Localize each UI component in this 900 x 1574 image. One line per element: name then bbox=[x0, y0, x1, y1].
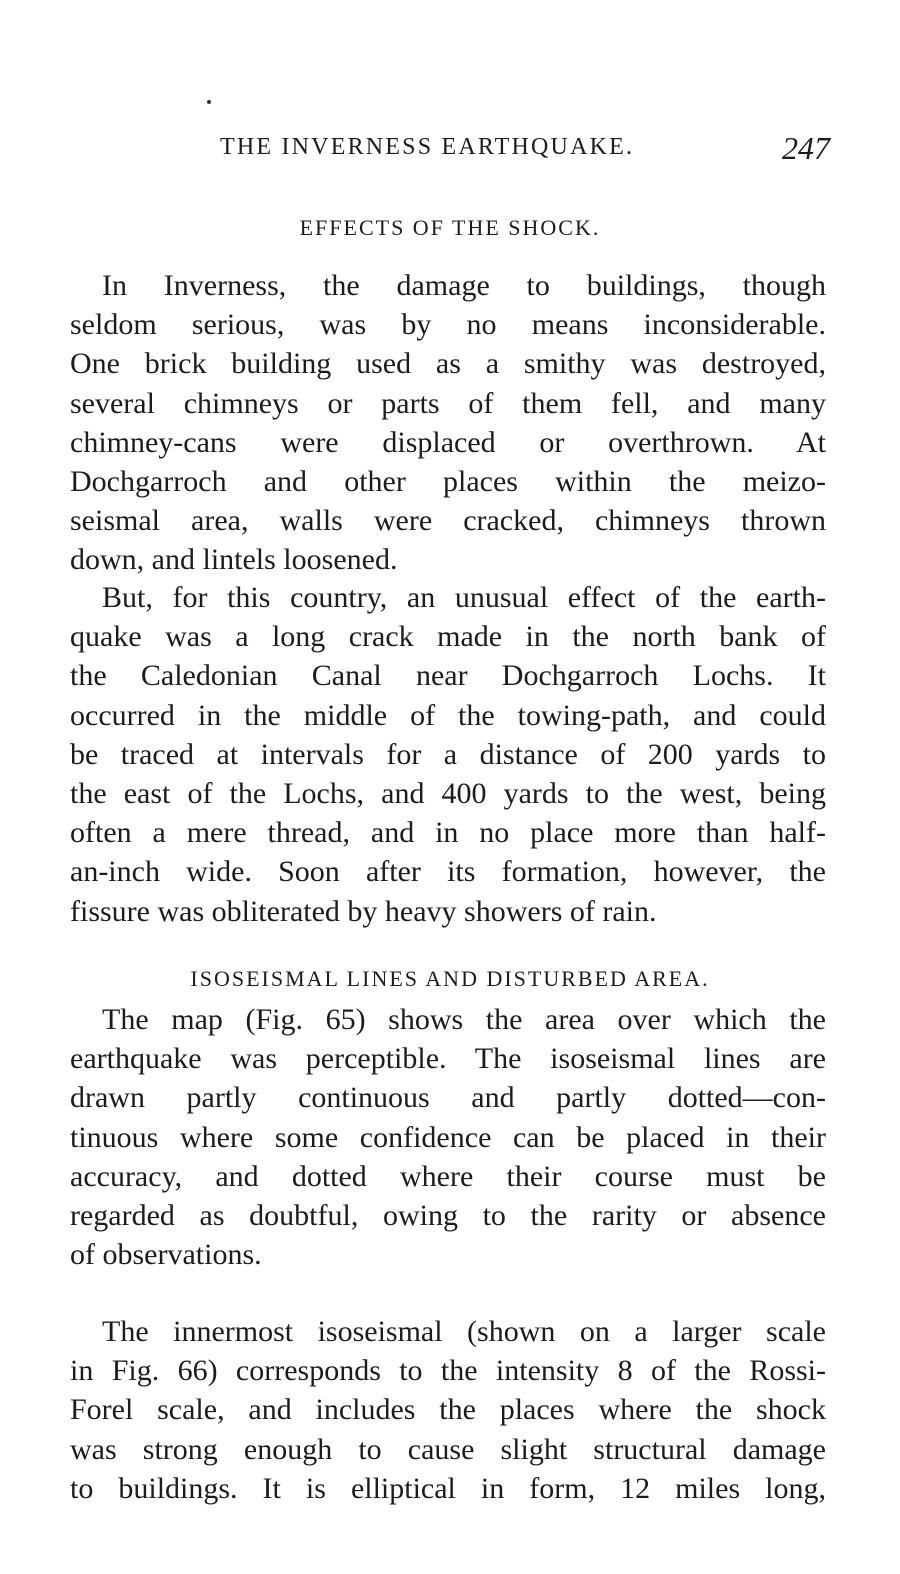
paragraph-map-description bbox=[70, 1000, 826, 1274]
text-line: The innermost isoseismal (shown on a larger scale bbox=[102, 1315, 826, 1348]
text-line: to buildings. It is elliptical in form, 12 miles long, bbox=[70, 1471, 826, 1505]
text-line: fissure was obliterated by heavy showers of rain. bbox=[70, 894, 657, 928]
text-line: But, for this country, an unusual effect of the earth- bbox=[102, 581, 826, 614]
paragraph-innermost-isoseismal bbox=[70, 1312, 826, 1508]
text-line: The map (Fig. 65) shows the area over which the bbox=[102, 1003, 826, 1036]
text-line: down, and lintels loosened. bbox=[70, 543, 398, 577]
page-number: 247 bbox=[782, 130, 830, 166]
text-line: of observations. bbox=[70, 1238, 262, 1272]
text-line: regarded as doubtful, owing to the rarity or absence bbox=[70, 1198, 826, 1232]
text-line: was strong enough to cause slight structural damage bbox=[70, 1432, 826, 1466]
running-header bbox=[70, 130, 830, 174]
text-line: tinuous where some confidence can be placed in their bbox=[70, 1120, 826, 1154]
text-line: often a mere thread, and in no place more than half- bbox=[70, 816, 826, 850]
paragraph-canal-crack bbox=[70, 578, 826, 931]
text-line: earthquake was perceptible. The isoseismal lines are bbox=[70, 1042, 826, 1076]
running-title: THE INVERNESS EARTHQUAKE. bbox=[220, 134, 635, 160]
text-line: the east of the Lochs, and 400 yards to the west, being bbox=[70, 776, 826, 810]
text-line: seldom serious, was by no means inconsiderable. bbox=[70, 308, 826, 342]
text-line: the Caledonian Canal near Dochgarroch Lochs. It bbox=[70, 659, 826, 693]
text-line: an-inch wide. Soon after its formation, however, the bbox=[70, 855, 826, 889]
text-line: Dochgarroch and other places within the meizo- bbox=[70, 464, 826, 498]
text-line: One brick building used as a smithy was destroyed, bbox=[70, 347, 826, 381]
text-line: In Inverness, the damage to buildings, though bbox=[102, 269, 826, 302]
text-line: drawn partly continuous and partly dotted—con- bbox=[70, 1081, 826, 1115]
text-line: Forel scale, and includes the places where the shock bbox=[70, 1393, 826, 1427]
paragraph-damage-in-inverness bbox=[70, 266, 826, 580]
text-line: occurred in the middle of the towing-path, and could bbox=[70, 698, 826, 732]
text-line: chimney-cans were displaced or overthrown. At bbox=[70, 425, 826, 459]
text-line: accuracy, and dotted where their course must be bbox=[70, 1159, 826, 1193]
section-heading-effects: EFFECTS OF THE SHOCK. bbox=[299, 215, 601, 240]
text-line: in Fig. 66) corresponds to the intensity 8 of the Rossi- bbox=[70, 1354, 826, 1388]
text-line: several chimneys or parts of them fell, and many bbox=[70, 386, 826, 420]
print-speck bbox=[207, 100, 211, 104]
section-heading-isoseismal: ISOSEISMAL LINES AND DISTURBED AREA. bbox=[190, 966, 710, 991]
text-line: seismal area, walls were cracked, chimneys thrown bbox=[70, 504, 826, 538]
text-line: be traced at intervals for a distance of 200 yards to bbox=[70, 737, 826, 771]
text-line: quake was a long crack made in the north bank of bbox=[70, 620, 826, 654]
